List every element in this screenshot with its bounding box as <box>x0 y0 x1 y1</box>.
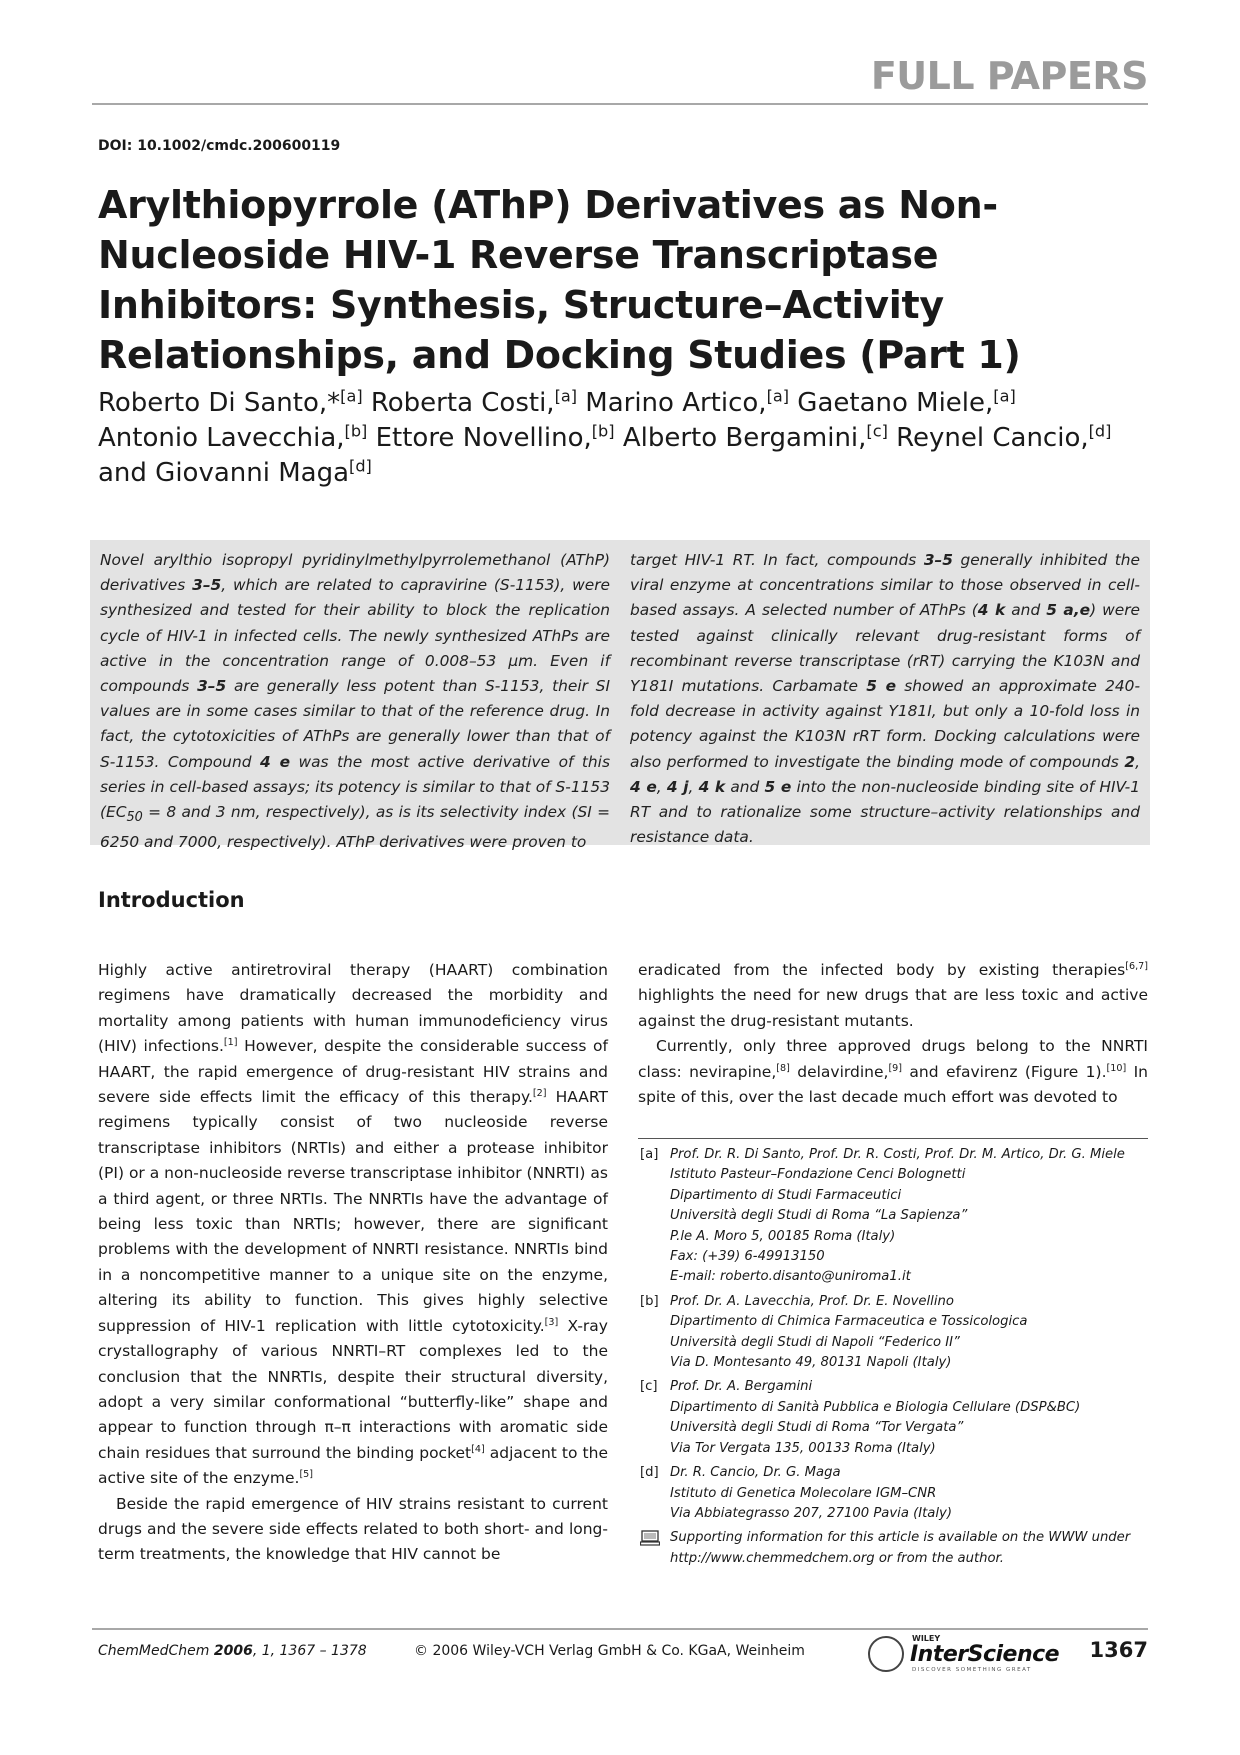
compound-ref: 5 e <box>866 677 897 696</box>
author-list <box>98 386 1158 491</box>
citation-ref: [10] <box>1106 1062 1127 1074</box>
footer-volume-pages: , 1, 1367 – 1378 <box>252 1643 367 1659</box>
text-run: into the non-nucleoside binding site of HIV-1 RT and to rationalize some structure–activity relationships and resistance data. <box>630 777 1141 847</box>
author <box>98 423 367 453</box>
page-number: 1367 <box>1089 1638 1148 1662</box>
footer-journal-name: ChemMedChem <box>98 1643 210 1659</box>
text-run: 50 <box>126 810 143 826</box>
author-affiliation-mark: [a] <box>554 386 578 406</box>
compound-ref: 4 j <box>666 777 689 796</box>
author <box>623 423 888 453</box>
header-label: FULL PAPERS <box>870 54 1148 98</box>
header-rule <box>92 103 1148 105</box>
author-affiliation-mark: [a] <box>993 386 1016 406</box>
text-run: ) were tested against clinically relevant drug-resistant forms of recombinant reverse transcriptase (rRT) carrying the K103N and Y181I mutations. Carbamate <box>630 601 1140 696</box>
text-run: Novel arylthio isopropyl pyridinylmethylpyrrolemethanol (AThP) derivatives <box>100 551 610 595</box>
author-affiliation-mark: [c] <box>866 421 888 441</box>
author <box>376 423 615 453</box>
text-run: , <box>688 777 699 796</box>
footnotes <box>638 1145 1153 1573</box>
author-name: and Giovanni Maga <box>98 458 350 488</box>
paragraph <box>98 958 608 1492</box>
footnote-text: Prof. Dr. R. Di Santo, Prof. Dr. R. Costi, Prof. Dr. M. Artico, Dr. G. Miele Istituto Pasteur–Fondazione Cenci Bolognetti Dipartimento di Studi Farmaceutici Università degli Studi di Roma “La Sapienza” P.le A. Moro 5, 00185 Roma (Italy) Fax: (+39) 6-49913150 E-mail: roberto.disanto@uniroma1.it <box>670 1147 1125 1285</box>
author-name: Roberta Costi, <box>370 388 555 418</box>
affiliation-footnote <box>638 1463 1153 1524</box>
compound-ref: 5 a,e <box>1046 601 1091 620</box>
author <box>797 388 1015 418</box>
abstract-box <box>90 540 1150 852</box>
citation-ref: [2] <box>532 1087 547 1099</box>
footnote-rule <box>638 1138 1148 1139</box>
supporting-info-text: Supporting information for this article is available on the WWW under http://www.chemmedchem.org or from the author. <box>670 1530 1131 1566</box>
citation-ref: [5] <box>299 1468 314 1480</box>
paragraph <box>638 958 1148 1034</box>
text-run: Currently, only three approved drugs belong to the NNRTI class: nevirapine, <box>638 1037 1148 1081</box>
text-run: and <box>725 777 765 796</box>
author-name: Reynel Cancio, <box>896 423 1089 453</box>
author-name: Antonio Lavecchia, <box>98 423 345 453</box>
affiliation-footnote <box>638 1292 1153 1374</box>
body-right-column <box>638 958 1148 1110</box>
logo-tagline: DISCOVER SOMETHING GREAT <box>912 1667 1032 1673</box>
affiliation-footnote <box>638 1377 1153 1459</box>
author-affiliation-mark: [d] <box>349 456 372 476</box>
logo-name: InterScience <box>910 1642 1060 1667</box>
author-name: Gaetano Miele, <box>797 388 994 418</box>
author-affiliation-mark: [a] <box>766 386 790 406</box>
computer-icon <box>640 1530 660 1546</box>
text-run: Beside the rapid emergence of HIV strains resistant to current drugs and the severe side effects related to both short- and long-term treatments, the knowledge that HIV cannot be <box>98 1494 608 1564</box>
footnote-mark: [a] <box>640 1147 659 1162</box>
text-run: , <box>656 777 667 796</box>
citation-ref: [1] <box>223 1037 238 1049</box>
affiliation-footnote <box>638 1145 1153 1288</box>
text-run: are generally less potent than S-1153, their SI values are in some cases similar to that of the reference drug. In fact, the cytotoxicities of AThPs are generally lower than that of S-1153. Compound <box>100 677 610 771</box>
text-run: HAART regimens typically consist of two nucleoside reverse transcriptase inhibitors (NRTIs) and either a protease inhibitor (PI) or a non-nucleoside reverse transcriptase inhibitor (NNRTI) as a third agent, or three NRTIs. The NNRTIs have the advantage of being less toxic than NRTIs; however, there are significant problems with the development of NNRTI resistance. NNRTIs bind in a noncompetitive manner to a unique site on the enzyme, altering its ability to function. This gives highly selective suppression of HIV-1 replication with little cytotoxicity. <box>98 1088 608 1335</box>
author-affiliation-mark: [b] <box>591 421 615 441</box>
text-run: generally inhibited the viral enzyme at concentrations similar to those observed in cell-based assays. A selected number of AThPs ( <box>630 551 1140 620</box>
text-run: delavirdine, <box>789 1062 889 1081</box>
logo-wiley-text: WILEY <box>912 1634 941 1643</box>
author <box>98 388 363 418</box>
author-name: Alberto Bergamini, <box>622 423 867 453</box>
compound-ref: 4 k <box>977 601 1006 620</box>
compound-ref: 3–5 <box>197 677 227 696</box>
doi: DOI: 10.1002/cmdc.200600119 <box>98 138 341 154</box>
compound-ref: 3–5 <box>192 576 222 595</box>
text-run: , <box>1135 752 1140 771</box>
footer-rule <box>92 1628 1148 1630</box>
body-left-column <box>98 958 608 1568</box>
article-title: Arylthiopyrrole (AThP) Derivatives as Non-Nucleoside HIV-1 Reverse Transcriptase Inhibitors: Synthesis, Structure–Activity Relationships, and Docking Studies (Part 1) <box>98 183 1021 377</box>
text-run: target HIV-1 RT. In fact, compounds <box>630 551 924 569</box>
interscience-logo <box>868 1632 1060 1676</box>
citation-ref: [9] <box>888 1062 903 1074</box>
abstract-left-column <box>100 548 610 856</box>
citation-ref: [6,7] <box>1125 960 1148 972</box>
citation-ref: [8] <box>776 1062 790 1074</box>
abstract-right-column <box>630 548 1140 850</box>
footnote-text: Dr. R. Cancio, Dr. G. Maga Istituto di Genetica Molecolare IGM–CNR Via Abbiategrasso 207, 27100 Pavia (Italy) <box>670 1465 952 1521</box>
footnote-mark: [d] <box>640 1465 659 1481</box>
author-name: Ettore Novellino, <box>375 423 592 453</box>
compound-ref: 4 k <box>698 777 726 796</box>
text-run: , which are related to capravirine (S-1153), were synthesized and tested for their ability to block the replication cycle of HIV-1 in infected cells. The newly synthesized AThPs are active in the concentration range of 0.008–53 µm. Even if compounds <box>100 576 610 696</box>
text-run: adjacent to the active site of the enzyme. <box>98 1443 608 1488</box>
author <box>896 423 1111 453</box>
logo-globe-icon <box>868 1636 904 1672</box>
footnote-mark: [c] <box>640 1379 658 1395</box>
footnote-text: Prof. Dr. A. Lavecchia, Prof. Dr. E. Novellino Dipartimento di Chimica Farmaceutica e Tossicologica Università degli Studi di Napoli “Federico II” Via D. Montesanto 49, 80131 Napoli (Italy) <box>670 1293 1028 1371</box>
text-run: eradicated from the infected body by existing therapies <box>638 961 1126 979</box>
introduction-heading: Introduction <box>98 888 245 912</box>
text-run: showed an approximate 240-fold decrease in activity against Y181I, but only a 10-fold loss in potency against the K103N rRT form. Docking calculations were also performed to investigate the binding mode of compounds <box>630 677 1140 771</box>
paragraph <box>638 1034 1148 1110</box>
citation-ref: [3] <box>544 1316 559 1328</box>
compound-ref: 5 e <box>764 777 792 796</box>
text-run: and <box>1005 601 1047 620</box>
author <box>98 458 372 488</box>
compound-ref: 4 e <box>630 777 657 796</box>
text-run: X-ray crystallography of various NNRTI–RT complexes led to the conclusion that the NNRTIs, despite their structural diversity, adopt a very similar conformational “butterfly-like” shape and appear to function through π–π interactions with aromatic side chain residues that surround the binding pocket <box>98 1316 608 1462</box>
footer-copyright: © 2006 Wiley-VCH Verlag GmbH & Co. KGaA, Weinheim <box>414 1643 805 1659</box>
citation-ref: [4] <box>471 1443 485 1455</box>
author-name: Roberto Di Santo,* <box>98 388 341 418</box>
text-run: Highly active antiretroviral therapy (HAART) combination regimens have dramatically decreased the morbidity and mortality among patients with human immunodeficiency virus (HIV) infections. <box>98 961 608 1056</box>
text-run: and efavirenz (Figure 1). <box>902 1062 1107 1081</box>
author-name: Marino Artico, <box>585 388 767 418</box>
text-run: was the most active derivative of this series in cell-based assays; its potency is similar to that of S-1153 (EC <box>100 752 610 822</box>
text-run: = 8 and 3 nm, respectively), as is its selectivity index (SI = 6250 and 7000, respectively). AThP derivatives were proven to <box>100 803 610 852</box>
author-affiliation-mark: [a] <box>340 386 363 406</box>
supporting-info-note <box>638 1528 1153 1569</box>
compound-ref: 4 e <box>259 752 291 771</box>
compound-ref: 3–5 <box>923 551 953 569</box>
text-run: In spite of this, over the last decade much effort was devoted to <box>638 1062 1148 1107</box>
text-run: highlights the need for new drugs that are less toxic and active against the drug-resistant mutants. <box>638 986 1148 1030</box>
author-affiliation-mark: [d] <box>1088 421 1112 441</box>
compound-ref: 2 <box>1124 752 1136 771</box>
author <box>371 388 577 418</box>
footer-year: 2006 <box>213 1643 253 1659</box>
author <box>585 388 789 418</box>
text-run: However, despite the considerable success of HAART, the rapid emergence of drug-resistant HIV strains and severe side effects limit the efficacy of this therapy. <box>98 1037 608 1107</box>
footer-citation <box>98 1643 367 1659</box>
author-affiliation-mark: [b] <box>344 421 368 441</box>
paragraph <box>98 1492 608 1568</box>
footnote-mark: [b] <box>640 1293 659 1309</box>
footnote-text: Prof. Dr. A. Bergamini Dipartimento di Sanità Pubblica e Biologia Cellulare (DSP&BC) Università degli Studi di Roma “Tor Vergata” Via Tor Vergata 135, 00133 Roma (Italy) <box>670 1379 1081 1456</box>
